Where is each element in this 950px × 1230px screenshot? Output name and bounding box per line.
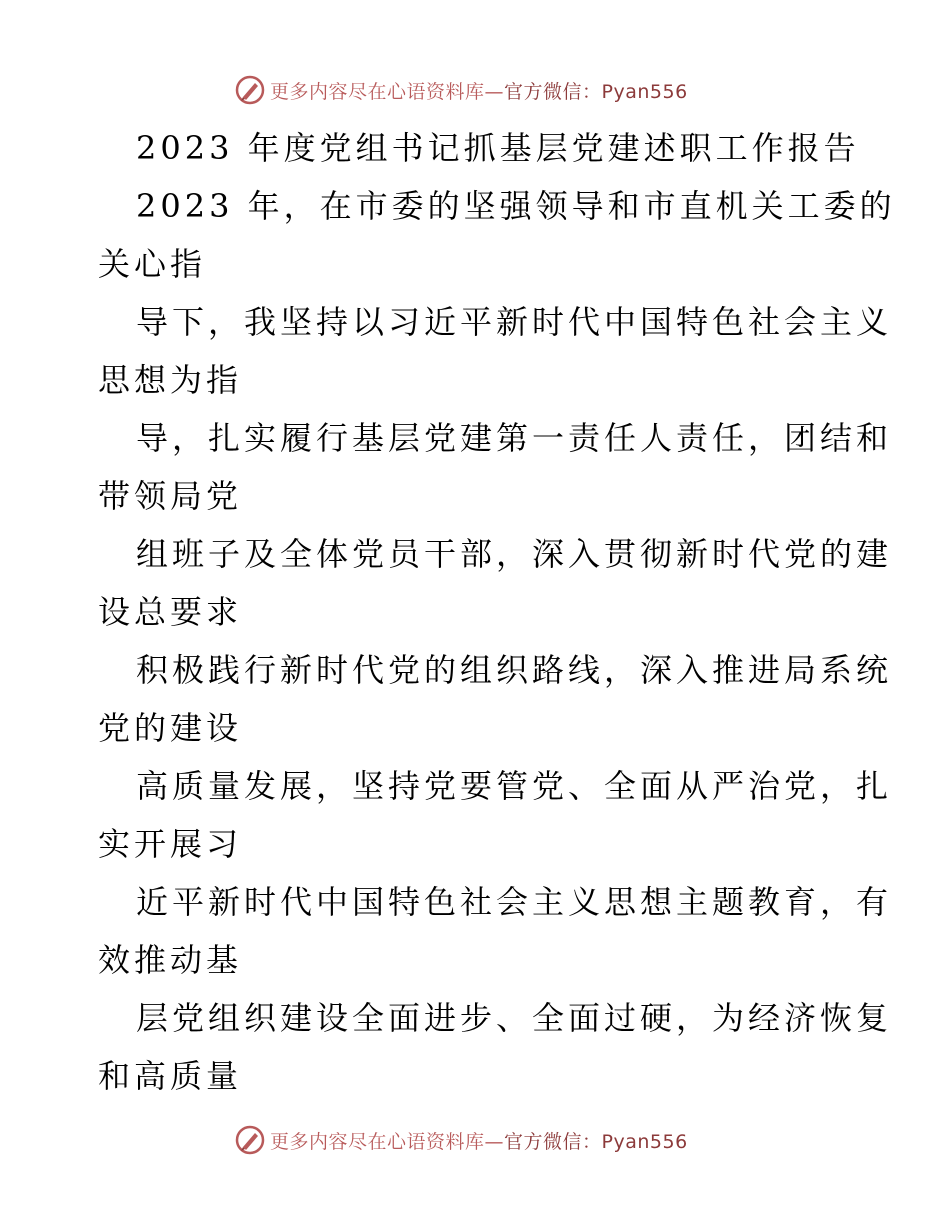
paragraph-line: 导下，我坚持以习近平新时代中国特色社会主义 (136, 303, 893, 341)
paragraph-line: 近平新时代中国特色社会主义思想主题教育，有 (136, 883, 893, 921)
paragraph-line: 效推动基 (98, 941, 243, 979)
paragraph-line: 党的建设 (98, 709, 243, 747)
pen-logo-icon (234, 1124, 266, 1156)
paragraph-line: 层党组织建设全面进步、全面过硬，为经济恢复 (136, 999, 893, 1037)
header-watermark (234, 72, 688, 108)
paragraph-line: 关心指 (98, 245, 207, 283)
watermark-text: 更多内容尽在心语资料库—官方微信：Pyan556 (270, 1130, 688, 1153)
document-title: 2023 年度党组书记抓基层党建述职工作报告 (136, 129, 860, 167)
paragraph-line: 设总要求 (98, 593, 243, 631)
paragraph-line: 带领局党 (98, 477, 243, 515)
paragraph-line: 组班子及全体党员干部，深入贯彻新时代党的建 (136, 535, 893, 573)
paragraph-line: 和高质量 (98, 1057, 243, 1095)
paragraph-line: 2023 年，在市委的坚强领导和市直机关工委的 (136, 187, 896, 225)
paragraph-line: 高质量发展，坚持党要管党、全面从严治党，扎 (136, 767, 893, 805)
paragraph-line: 思想为指 (98, 361, 243, 399)
paragraph-line: 实开展习 (98, 825, 243, 863)
paragraph-line: 积极践行新时代党的组织路线，深入推进局系统 (136, 651, 893, 689)
paragraph-line: 导，扎实履行基层党建第一责任人责任，团结和 (136, 419, 893, 457)
document-body (98, 124, 896, 1110)
footer-watermark (234, 1122, 688, 1158)
pen-logo-icon (234, 74, 266, 106)
watermark-text: 更多内容尽在心语资料库—官方微信：Pyan556 (270, 80, 688, 103)
